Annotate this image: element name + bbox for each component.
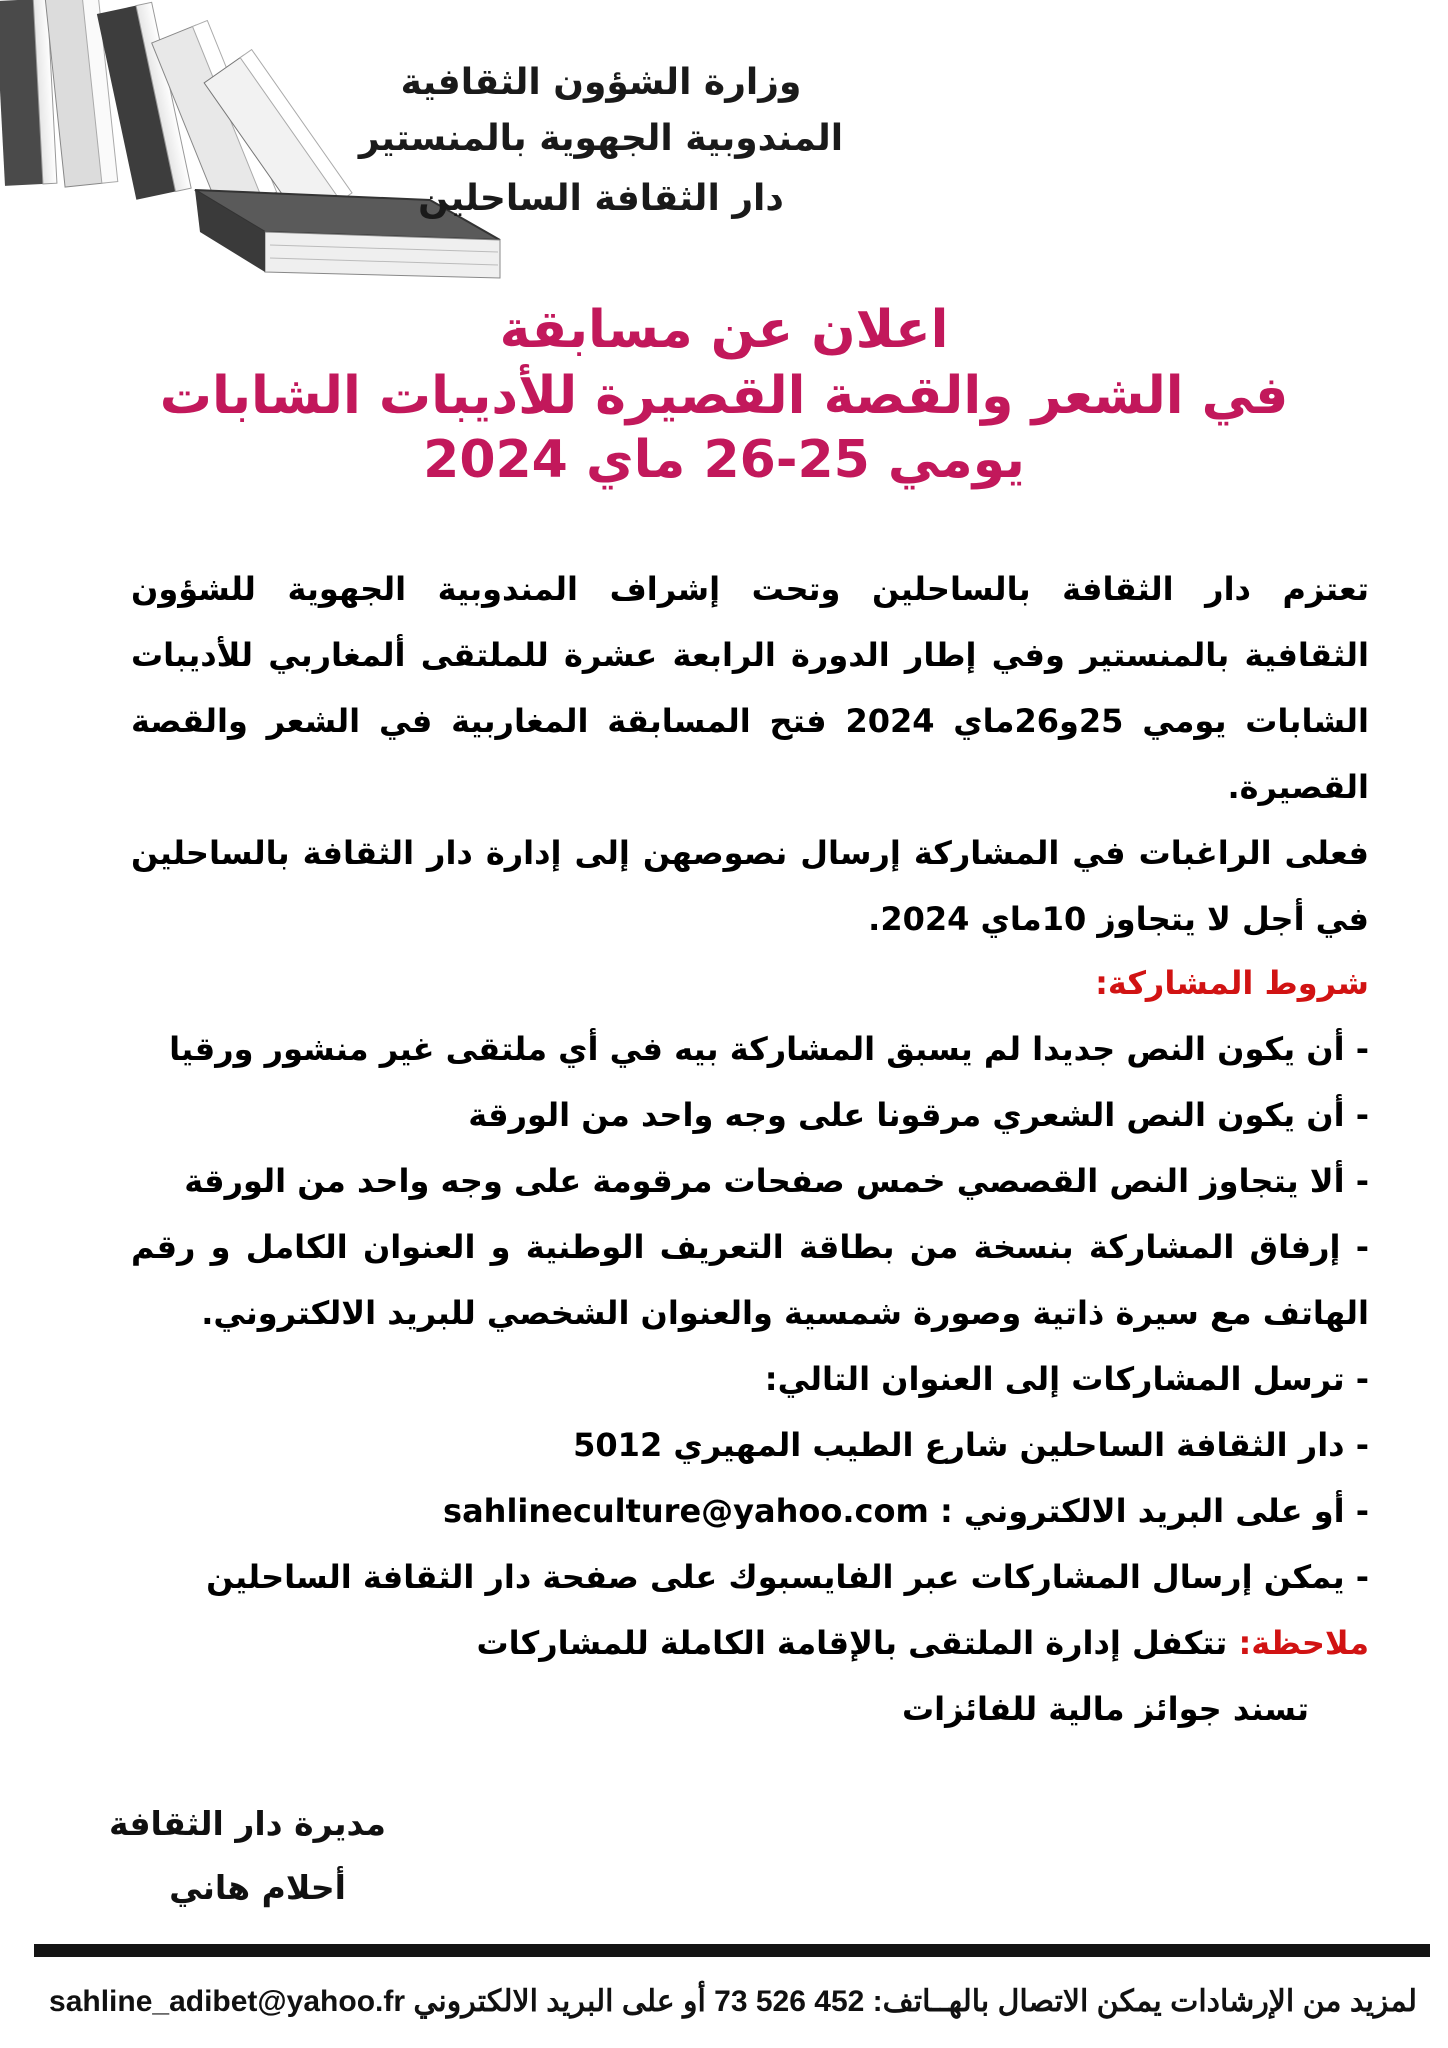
conditions-heading: شروط المشاركة: — [1095, 964, 1369, 1002]
footer-email[interactable]: sahline_adibet@yahoo.fr — [49, 1985, 406, 2018]
signature-role: مديرة دار الثقافة — [108, 1804, 386, 1843]
competition-subject: في الشعر والقصة القصيرة للأديبات الشابات — [159, 366, 1289, 426]
intro-line-1: تعتزم دار الثقافة بالساحلين وتحت إشراف المندوبية الجهوية للشؤون — [131, 570, 1369, 608]
email-prefix: - أو على البريد الالكتروني : — [939, 1492, 1369, 1530]
deadline-line-1: فعلى الراغبات في المشاركة إرسال نصوصهن إلى إدارة دار الثقافة بالساحلين — [131, 834, 1369, 872]
regional-delegation: المندوبية الجهوية بالمنستير — [358, 118, 844, 159]
submission-email[interactable]: sahlineculture@yahoo.com — [443, 1492, 929, 1530]
condition-item: - أن يكون النص جديدا لم يسبق المشاركة بيه في أي ملتقى غير منشور ورقيا — [169, 1030, 1369, 1068]
books-illustration — [0, 0, 520, 320]
condition-item-continued: الهاتف مع سيرة ذاتية وصورة شمسية والعنوان الشخصي للبريد الالكتروني. — [201, 1294, 1369, 1332]
condition-item: - إرفاق المشاركة بنسخة من بطاقة التعريف الوطنية و العنوان الكامل و رقم — [131, 1228, 1369, 1266]
deadline-line-2: في أجل لا يتجاوز 10ماي 2024. — [868, 900, 1369, 938]
note-line — [131, 1624, 1369, 1662]
intro-line-4: القصيرة. — [1227, 768, 1369, 806]
culture-house-name: دار الثقافة الساحلين — [418, 178, 784, 219]
postal-address: - دار الثقافة الساحلين شارع الطيب المهيري 5012 — [573, 1426, 1369, 1464]
intro-line-3: الشابات يومي 25و26ماي 2024 فتح المسابقة المغاربية في الشعر والقصة — [131, 702, 1370, 740]
footer-contact — [40, 1962, 1426, 2042]
competition-dates: يومي 25-26 ماي 2024 — [423, 430, 1025, 490]
facebook-line: - يمكن إرسال المشاركات عبر الفايسبوك على صفحة دار الثقافة الساحلين — [206, 1558, 1369, 1596]
condition-item: - أن يكون النص الشعري مرقونا على وجه واحد من الورقة — [468, 1096, 1369, 1134]
note-text: تتكفل إدارة الملتقى بالإقامة الكاملة للمشاركات — [476, 1624, 1228, 1662]
footer-divider — [34, 1944, 1430, 1957]
footer-text: لمزيد من الإرشادات يمكن الاتصال بالهــاتف: 452 526 73 أو على البريد الالكتروني — [413, 1985, 1417, 2018]
email-line — [131, 1492, 1369, 1530]
condition-item: - ترسل المشاركات إلى العنوان التالي: — [764, 1360, 1369, 1398]
announcement-title: اعلان عن مسابقة — [499, 300, 949, 360]
ministry-name: وزارة الشؤون الثقافية — [400, 62, 802, 103]
prizes-line: تسند جوائز مالية للفائزات — [901, 1690, 1309, 1728]
condition-item: - ألا يتجاوز النص القصصي خمس صفحات مرقومة على وجه واحد من الورقة — [184, 1162, 1369, 1200]
intro-line-2: الثقافية بالمنستير وفي إطار الدورة الرابعة عشرة للملتقى ألمغاربي للأديبات — [131, 636, 1369, 674]
signature-name: أحلام هاني — [169, 1868, 346, 1907]
note-label: ملاحظة: — [1238, 1624, 1369, 1662]
